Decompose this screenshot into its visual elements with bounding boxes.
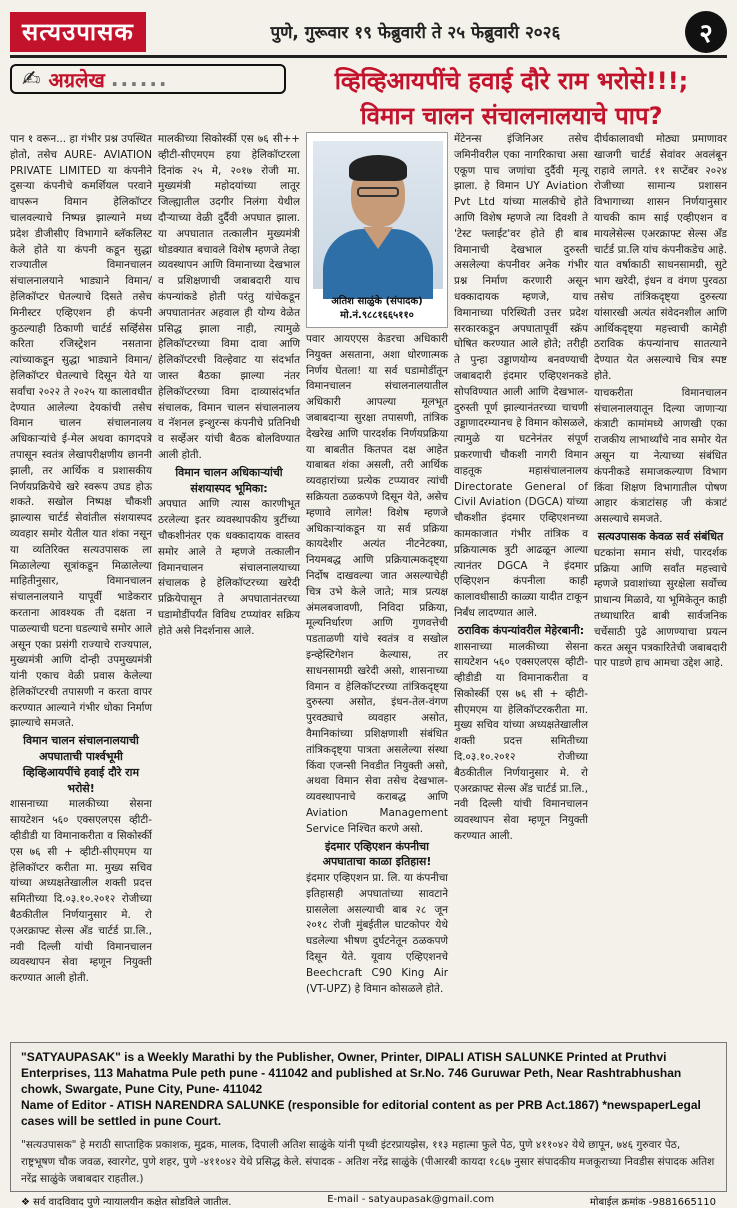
pen-icon: ✍ <box>22 66 41 92</box>
column-3-para-2: इंदमार एव्हिएशन प्रा. लि. या कंपनीचा इतिहासही अपघातांच्या सावटाने ग्रासलेला असल्याची बाब २८ जून २०१८ रोजी मुंबईतील घाटकोपर येथे घडलेल्या भीषण दुर्घटनेतून ठळकपणे दिसून येते. यूवाय एव्हिएशनचे Beechcraft C90 King Air (VT-UPZ) हे विमान कोसळले होते. <box>306 872 448 995</box>
column-5-para-1: दीर्घकालावधी मोठ्या प्रमाणावर खाजगी चार्टर्ड सेवांवर अवलंबून राहावे लागते. ११ सप्टेंबर २०२४ रोजीच्या सामान्य प्रशासन विभागाच्या शासन निर्णयानुसार याचकी काम साई एव्हीएशन व मायलेसेल्स एअरक्राफ्ट सेल्स अँड चार्टर्ड प्रा.लि यांच कंपनीकडेच आहे. यात वर्षाकाठी साधनसामग्री, सुटे भाग खरेदी, इंधन व वंगण पुरवठा तसेच तांत्रिकदृष्ट्या दुरुस्त्या यांसारखी अत्यंत संवेदनशील आणि आर्थिकदृष्ट्या महत्त्वाची कामेही ठराविक कंपन्यांनाच सातत्याने देण्यात येत असल्याचे चित्र स्पष्ट होते. <box>594 133 727 382</box>
editorial-tag-wrap <box>10 64 296 138</box>
column-3-para-1: पवार आयएएस केडरचा अधिकारी नियुक्त असताना, अशा धोरणात्मक निर्णय घेतला! या सर्व घडामोडींतून विमानचालन संचालनालयातील अधिकारी आपल्या मूलभूत जबाबदाऱ्या सुरक्षा तपासणी, तांत्रिक देखरेख आणि पारदर्शक निर्णयप्रक्रिया या बाबतीत कितपत दक्ष आहेत याबाबत शंका असली, तरी आर्थिक व्यवहारांच्या प्रत्येक टप्प्यावर त्यांची सक्रियता ठळकपणे दिसून येते, असेच म्हणावे लागेल! विशेष म्हणजे अधिकाऱ्यांकडून या सर्व प्रक्रिया कायदेशीर अत्यंत नीटनेटक्या, नियमबद्ध आणि प्रक्रियात्मकदृष्ट्या निर्दोष दाखवल्या जात असल्याचेही चित्र उभे केले जाते; मात्र प्रत्यक्ष अंमलबजावणी, निविदा प्रक्रिया, मूल्यनिर्धारण आणि गुणवत्तेची पडताळणी यांचे स्वतंत्र व सखोल इन्व्हेस्टिगेशन केल्यास, तर साधनसामग्री खरेदी असो, शासनाच्या विमान व हेलिकॉप्टरच्या तांत्रिकदृष्ट्या दुरुस्त्या असोत, इंधन-तेल-वंगण पुरवठ्याचे व्यवहार असोत, वैमानिकांच्या प्रशिक्षणाशी संबंधित तांत्रिकदृष्ट्या पात्रता असलेल्या संस्था किंवा एजन्सी निवडीत नियुक्ती असो, अथवा विमान सेवा तसेच देखभाल-व्यवस्थापनाचे कराबद्ध आणि Aviation Management Service निश्चित करणे असो. <box>306 333 448 835</box>
headline <box>296 64 727 138</box>
headline-line-1: व्हिव्हिआयपींचे हवाई दौरे राम भरोसे!!!; <box>334 67 689 95</box>
court-note: ❖ सर्व वादविवाद पुणे न्यायालयीन कक्षेत सोडविले जातील. <box>21 1197 232 1208</box>
footer-contact-row <box>21 1194 716 1208</box>
column-5-para-2a: याचकरीता विमानचालन संचालनालयातून दिल्या जाणाऱ्या कंत्राटी कामांमध्ये आणखी एका राजकीय लाभार्थ्यांचे नाव समोर येत असून या नेत्याच्या संबंधित कंपनीकडे समाजकल्याण विभाग किंवा शिक्षण विभागातील पोषण आहार कंत्राटांसह जी कंत्राटं असल्याचे समजते. <box>594 386 727 526</box>
column-1 <box>10 132 152 985</box>
imprint-footer <box>10 1042 727 1208</box>
headline-row <box>10 64 727 138</box>
caption-phone: मो.नं.९८८१६६५११० <box>340 310 414 321</box>
editorial-dots: ...... <box>110 67 169 91</box>
caption-name: अतिश साळुंके (संपादक) <box>331 296 423 307</box>
page-number: २ <box>685 11 727 53</box>
column-4-subheading: ठराविक कंपन्यांवरील मेहेरबानी: <box>457 623 585 637</box>
newspaper-name: सत्यउपासक <box>10 12 146 52</box>
column-1-subheading: विमान चालन संचालनालयाची अपघाताची पार्श्वभूमी व्हिव्हिआयपींचे हवाई दौरे राम भरोसे! <box>22 734 140 795</box>
column-5-subheading: सत्यउपासक केवळ सर्व संबंधित <box>597 529 724 543</box>
column-2-para-2: अपघात आणि त्यास कारणीभूत ठरलेल्या इतर व्यवस्थापकीय त्रुटींच्या चौकशीनंतर एक धक्कादायक वास्तव समोर आले ते म्हणजे तत्कालीन विमानचालन संचालनालयाच्या संचालक हे हेलिकॉप्टरच्या खरेदी प्रक्रियेपासून ते अपघातानंतरच्या घडामोडींपर्यंत विविध टप्प्यांवर सक्रिय होते असे निदर्शनास आले. <box>158 498 300 637</box>
photo-glasses <box>357 187 399 197</box>
editorial-tag <box>10 64 286 94</box>
column-4 <box>454 132 588 932</box>
headline-line-2: विमान चालन संचालनालयाचे पाप? <box>360 102 663 130</box>
column-1-para-2: शासनाच्या मालकीच्या सेसना सायटेशन ५६० एक्सएलएस व्हीटी-व्हीडीडी या विमानाकरीता व सिकोर्स्की एस ७६ सी + व्हीटी-सीएमएम या हेलिकॉप्टर करीता मा. मुख्य सचिव यांच्या अध्यक्षतेखालील शक्ती प्रदत्त समितीच्या दि.०३.१०.२०१२ रोजीच्या बैठकीतील निर्णयानुसार मे. रो एअरक्राफ्ट सेल्स अँड चार्टर्ड प्रा.लि., नवी दिल्ली यांची विमानचालन व्यवस्थापन सेवा म्हणून नियुक्ती करण्यात आली होती. <box>10 798 152 985</box>
email-text: E-mail - satyaupasak@gmail.com <box>327 1194 495 1205</box>
column-2-para-1: मालकीच्या सिकोर्स्की एस ७६ सी++ व्हीटी-सीएमएम हया हेलिकॉप्टरला दिनांक २५ मे, २०१७ रोजी मा. मुख्यमंत्री महोदयांच्या लातूर जिल्ह्यातील उदगीर निलंगा येथील दौऱ्याच्या वेळी दुर्दैवी अपघात झाला. या अपघातात तत्कालीन मुख्यमंत्री थोडक्यात बचावले विशेष म्हणजे तेव्हा व्यवस्थापन आणि विमानाच्या देखभाल व प्रशिक्षणाची जबाबदारी याच कंपन्यांकडे होती परंतु यांचेकडून अपघातानंतर अहवाल ही योग्य वेळेत प्रसिद्ध झाला नाही, त्यामुळे हेलिकॉप्टरच्या विमा दावा आणि हेलिकॉप्टरची विल्हेवाट या संदर्भात जास्त बैठका झाल्या नंतर हेलिकॉप्टरच्या विमा दाव्यासंदर्भात संचालक, विमान चालन संचालनालय व नॅशनल इन्शुरन्स कंपनीचे प्रतिनिधी व सर्व्हेअर यांची बैठक बोलविण्यात आली होती. <box>158 133 300 461</box>
article-columns <box>10 132 727 995</box>
imprint-english-1: "SATYAUPASAK" is a Weekly Marathi by the Publisher, Owner, Printer, DIPALI ATISH SALUNKE Printed at Pruthvi Enterprises, 113 Mahatma Pule peth pune - 411042 and published at Sr.No. 746 Guruwar Peth, Near Rashtrabhushan chowk, Swargate, Pune City, Pune- 411042 <box>21 1050 682 1096</box>
editor-photo <box>313 141 443 289</box>
column-1-para-1: पान १ वरून... हा गंभीर प्रश्न उपस्थित होतो, तसेच AURE- AVIATION PRIVATE LIMITED या कंपनीने दुसऱ्या कंपनीचे कमर्शियल परवाने वापरून विमान हेलिकॉप्टर चालवल्याचे निष्पन्न झाल्याने मध्य प्रदेश डीजीसीए विभागाने ब्लॅकलिस्ट केले होते या कंपनी कडून सुद्धा राज्यातील विमानचालन संचालनालयाने भाड्याने विमान/हेलिकॉप्टर घेतल्याचे दिसते तसेच मिनीस्टर एव्हिएशन ही कंपनी कुठल्याही ठिकाणी चार्टर्ड सर्व्हिसेस करिता रजिस्ट्रेशन नसताना त्यांच्याकडून सुद्धा भाड्याने विमान/हेलिकॉप्टर घेतल्याचे दिसून येते या सर्वांचा २०२२ ते २०२५ या कालावधीत देण्यात आलेल्या देयकांची तसेच विमान चालन संचालनालय अधिकाऱ्यांचे ई-मेल अथवा कागदपत्रे तपासून स्वतंत्र लेखापरीक्षणीय छाननी झाली, तर आर्थिक व प्रशासकीय निर्णयप्रक्रियेचे खरे स्वरूप उघड होऊ शकते. सखोल निष्पक्ष चौकशी झाल्यास चार्टर्ड सेवांतील संशयास्पद व्यवहार समोर येतील यात शंका नसून या व्यतिरिक्त सत्यउपासक ला मिळालेल्या सूत्रांकडून मिळालेल्या माहितीनुसार, विमानचालन संचालनालयाने यापूर्वी भाडेकरार करताना आवश्यक ती दक्षता न पाळल्याची घटना घडल्याचे समोर आले असून एका प्रसंगी राज्याचे राज्यपाल, मुख्यमंत्री आणि दोन्ही उपमुख्यमंत्री यांनी एकाच वेळी प्रवास केलेल्या हेलिकॉप्टरची तपासणी न करता वापर करण्यात आल्याने गंभीर धोका निर्माण झाल्याचे समजते. <box>10 133 152 730</box>
imprint-english-2: Name of Editor - ATISH NARENDRA SALUNKE (responsible for editorial content as per PRB Act.1867) *newspaperLegal cases will be settled in pune Court. <box>21 1098 701 1128</box>
photo-caption <box>307 295 447 323</box>
editorial-label: अग्रलेख <box>48 67 105 92</box>
mobile-text: मोबाईल क्रमांक -9881665110 <box>589 1197 716 1208</box>
column-4-para-1: मेंटेनन्स इंजिनिअर तसेच जमिनीवरील एका नागरिकाचा असा एकूण पाच जणांचा दुर्दैवी मृत्यू झाला. हे विमान UY Aviation Pvt Ltd यांच्या मालकीचे होते आणि विशेष म्हणजे त्या दिवशी ते 'टेस्ट फ्लाईट'वर होते ही बाब विमानाची देखभाल दुरुस्ती असलेल्या कंपनीवर अनेक गंभीर प्रश्न निर्माण करणारी असून धक्कादायक म्हणजे, याच विमानाच्या परिस्थिती उत्तर प्रदेश सरकारकडून अपघातापूर्वी स्क्रॅप घोषित करण्यात आले होते; तरीही ते पुन्हा उड्डाणयोग्य बनवण्याची जबाबदारी इंदमार एव्हिएशनकडे सोपविण्यात आली आणि देखभाल-दुरुस्ती पूर्ण झाल्यानंतरच्या चाचणी उड्डाणादरम्यानच हे विमान कोसळले, त्यामुळे या घटनेनंतर संपूर्ण प्रकरणाची चौकशी नागरी विमान वाहतूक महासंचालनालय Directorate General of Civil Aviation (DGCA) यांच्या चौकशीत इंदमार एव्हिएशनच्या कामकाजात गंभीर तांत्रिक व प्रक्रियात्मक त्रुटी आढळून आल्या त्यानंतर DGCA ने इंदमार एव्हिएशन कंपनीला काही कालावधीसाठी काळ्या यादीत टाकून निर्बंध लादण्यात आले. <box>454 133 588 619</box>
column-2-subheading: विमान चालन अधिकाऱ्यांची संशयास्पद भूमिका: <box>175 465 283 495</box>
editor-photo-box <box>306 132 448 328</box>
column-2 <box>158 132 300 932</box>
column-5 <box>594 132 727 932</box>
column-5-para-2: घटकांना समान संधी, पारदर्शक प्रक्रिया आणि सर्वांत महत्त्वाचे म्हणजे प्रवाशांच्या सुरक्षेला सर्वोच्च प्राधान्य मिळावे, या भूमिकेतून काही तथ्याधारित बाबी सार्वजनिक चर्चेसाठी पुढे आणण्याचा प्रयत्न करत असून पत्रकारितेची जबाबदारी पार पाडणे हाच आमचा उद्देश आहे. <box>594 546 727 670</box>
date-line: पुणे, गुरूवार १९ फेब्रुवारी ते २५ फेब्रुवारी २०२६ <box>270 23 561 43</box>
column-4-para-2: शासनाच्या मालकीच्या सेसना सायटेशन ५६० एक्सएलएस व्हीटी-व्हीडीडी या विमानाकरीता व सिकोर्स्की एस ७६ सी + व्हीटी-सीएमएम या हेलिकॉप्टरकरीता मा. मुख्य सचिव यांच्या अध्यक्षतेखालील शक्ती प्रदत्त समितीच्या दि.०३.१०.२०१२ रोजीच्या बैठकीतील निर्णयानुसार मे. रो एअरक्राफ्ट सेल्स अँड चार्टर्ड प्रा.लि., नवी दिल्ली यांची विमानचालन व्यवस्थापन सेवा म्हणून नियुक्ती करण्यात आली. <box>454 640 588 843</box>
photo-hair <box>349 155 407 181</box>
column-3-subheading: इंदमार एव्हिएशन कंपनीचा अपघाताचा काळा इतिहास! <box>322 839 432 869</box>
imprint-marathi: "सत्यउपासक" हे मराठी साप्ताहिक प्रकाशक, मुद्रक, मालक, दिपाली अतिश साळुंके यांनी पृथ्वी इंटरप्रायझेस, ११३ महात्मा फुले पेठ, पुणे ४११०४२ येथे छापून, ७४६ गुरुवार पेठ, राष्ट्रभूषण चौक जवळ, स्वारगेट, पुणे शहर, पुणे -४११०४२ येथे प्रसिद्ध केले. संपादक - अतिश नरेंद्र साळुंके (पीआरबी कायदा १८६७ नुसार संपादकीय मजकूराच्या निवडीस संपादक अतिश नरेंद्र साळुंके जबाबदार राहतील.) <box>21 1139 715 1185</box>
masthead <box>10 8 727 58</box>
